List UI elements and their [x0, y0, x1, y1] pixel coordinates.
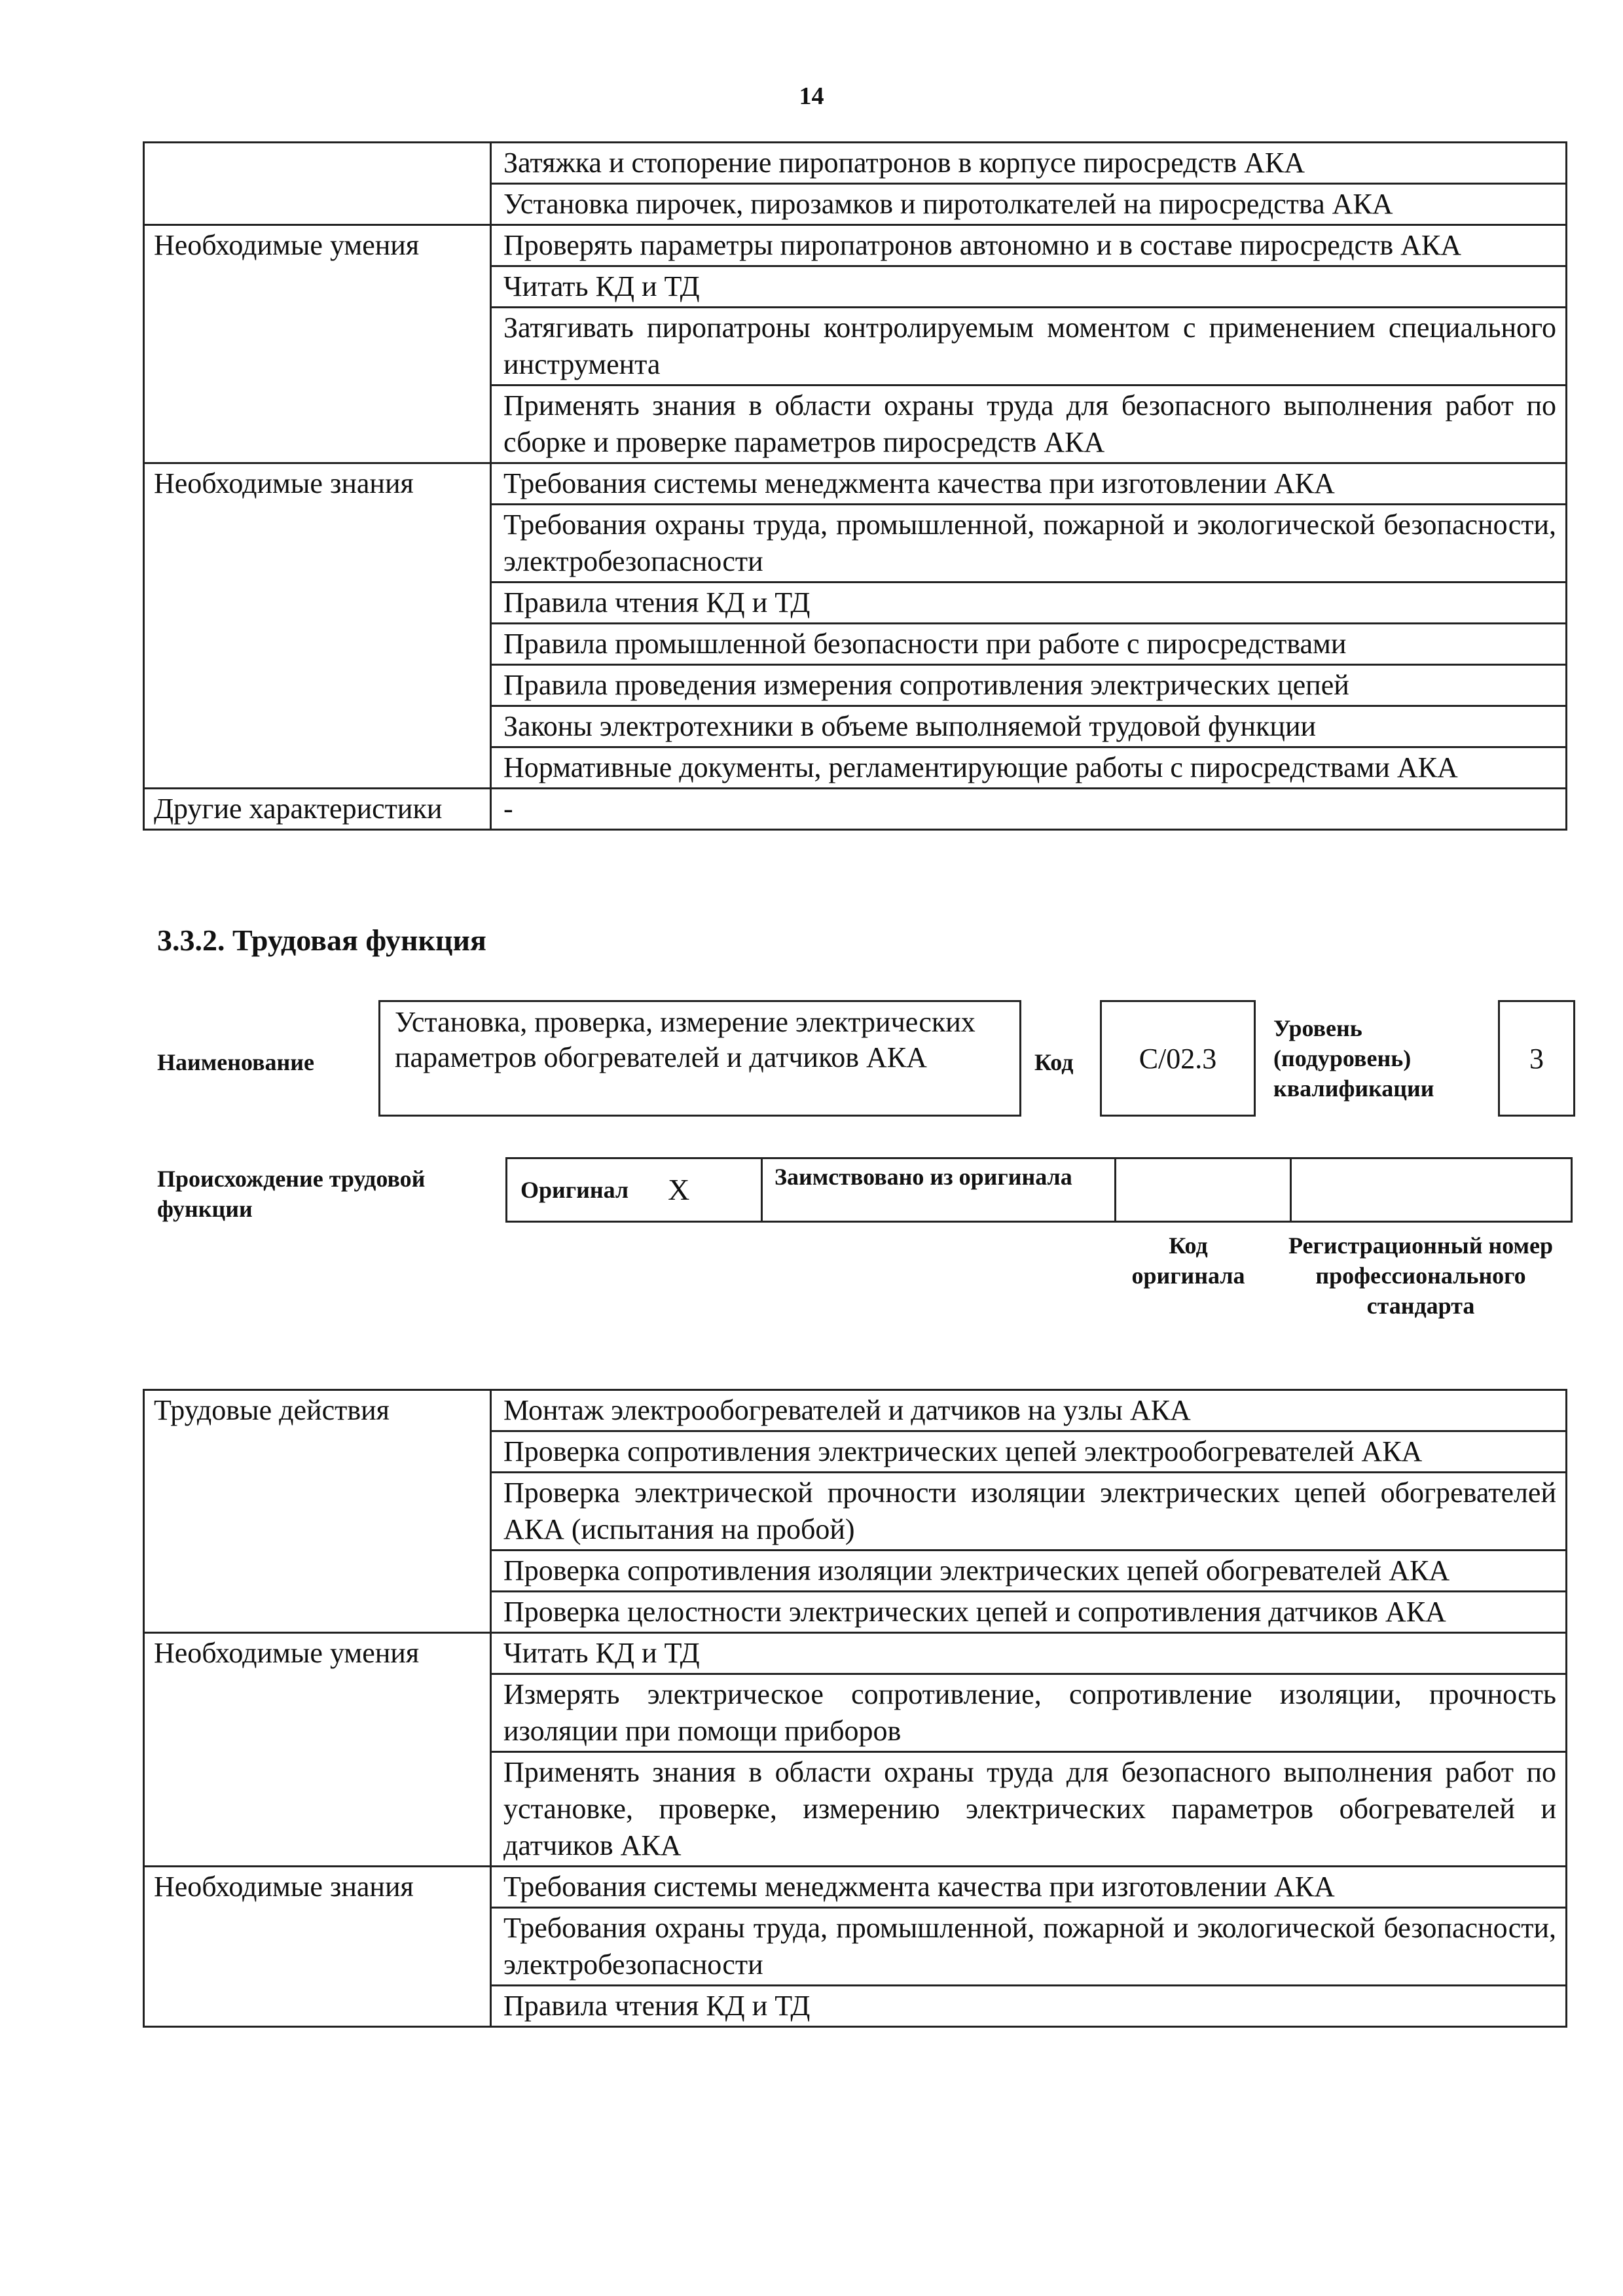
- row-item-text: Применять знания в области охраны труда для безопасного выполнения работ по сборке и проверке параметров пиросредств АКА: [491, 386, 1567, 463]
- row-item-text: Законы электротехники в объеме выполняемой трудовой функции: [491, 706, 1567, 747]
- original-label: Оригинал: [520, 1177, 629, 1203]
- row-item-text: Проверка сопротивления электрических цепей электрообогревателей АКА: [491, 1431, 1567, 1473]
- table-row: [144, 225, 1567, 266]
- row-item-text: Проверка сопротивления изоляции электрических цепей обогревателей АКА: [491, 1551, 1567, 1592]
- row-group-label: [144, 143, 491, 225]
- borrowed-cell: Заимствовано из оригинала: [763, 1159, 1116, 1221]
- origin-row: [505, 1157, 1573, 1223]
- row-item-text: Правила чтения КД и ТД: [491, 583, 1567, 624]
- row-item-text: Затягивать пиропатроны контролируемым моментом с применением специального инструмента: [491, 308, 1567, 386]
- row-group-label: Другие характеристики: [144, 789, 491, 830]
- row-group-label: Трудовые действия: [144, 1390, 491, 1633]
- row-item-text: Правила проведения измерения сопротивления электрических цепей: [491, 665, 1567, 706]
- function-code-box: C/02.3: [1100, 1000, 1256, 1117]
- function-name-box: Установка, проверка, измерение электрических параметров обогревателей и датчиков АКА: [378, 1000, 1021, 1117]
- page-number: 14: [799, 82, 824, 110]
- table-row: [144, 1867, 1567, 1908]
- section-heading: 3.3.2. Трудовая функция: [157, 924, 486, 957]
- original-code-cell: [1116, 1159, 1292, 1221]
- row-group-label: Необходимые умения: [144, 225, 491, 463]
- registration-number-caption: Регистрационный номер профессионального стандарта: [1288, 1232, 1554, 1319]
- row-item-text: Требования системы менеджмента качества при изготовлении АКА: [491, 463, 1567, 505]
- row-item-text: Читать КД и ТД: [491, 266, 1567, 308]
- row-item-text: Проверять параметры пиропатронов автономно и в составе пиросредств АКА: [491, 225, 1567, 266]
- origin-label: Происхождение трудовой функции: [157, 1166, 426, 1222]
- bottom-requirements-table: [143, 1389, 1567, 2028]
- name-label: Наименование: [157, 1049, 314, 1075]
- level-box: 3: [1498, 1000, 1575, 1117]
- table-row: [144, 789, 1567, 830]
- row-item-text: Правила чтения КД и ТД: [491, 1986, 1567, 2027]
- row-item-text: Требования системы менеджмента качества при изготовлении АКА: [491, 1867, 1567, 1908]
- row-item-text: Правила промышленной безопасности при работе с пиросредствами: [491, 624, 1567, 665]
- table-row: [144, 1390, 1567, 1431]
- row-group-label: Необходимые знания: [144, 463, 491, 789]
- row-item-text: Установка пирочек, пирозамков и пиротолкателей на пиросредства АКА: [491, 184, 1567, 225]
- row-group-label: Необходимые знания: [144, 1867, 491, 2027]
- row-group-label: Необходимые умения: [144, 1633, 491, 1867]
- row-item-text: -: [491, 789, 1567, 830]
- code-label: Код: [1034, 1049, 1074, 1075]
- original-code-caption: Код оригинала: [1131, 1232, 1245, 1289]
- top-requirements-table: [143, 141, 1567, 831]
- table-row: [144, 143, 1567, 184]
- row-item-text: Нормативные документы, регламентирующие работы с пиросредствами АКА: [491, 747, 1567, 789]
- row-item-text: Измерять электрическое сопротивление, сопротивление изоляции, прочность изоляции при помощи приборов: [491, 1674, 1567, 1752]
- table-row: [144, 463, 1567, 505]
- table-row: [144, 1633, 1567, 1674]
- row-item-text: Проверка электрической прочности изоляции электрических цепей обогревателей АКА (испытания на пробой): [491, 1473, 1567, 1551]
- row-item-text: Применять знания в области охраны труда для безопасного выполнения работ по установке, проверке, измерению электрических параметров обогревателей и датчиков АКА: [491, 1752, 1567, 1867]
- original-cell: [507, 1159, 763, 1221]
- row-item-text: Требования охраны труда, промышленной, пожарной и экологической безопасности, электробезопасности: [491, 505, 1567, 583]
- row-item-text: Монтаж электрообогревателей и датчиков на узлы АКА: [491, 1390, 1567, 1431]
- row-item-text: Читать КД и ТД: [491, 1633, 1567, 1674]
- original-mark: X: [668, 1173, 690, 1206]
- registration-number-cell: [1292, 1159, 1571, 1221]
- row-item-text: Затяжка и стопорение пиропатронов в корпусе пиросредств АКА: [491, 143, 1567, 184]
- row-item-text: Требования охраны труда, промышленной, пожарной и экологической безопасности, электробезопасности: [491, 1908, 1567, 1986]
- level-label: Уровень (подуровень) квалификации: [1273, 1015, 1434, 1102]
- row-item-text: Проверка целостности электрических цепей и сопротивления датчиков АКА: [491, 1592, 1567, 1633]
